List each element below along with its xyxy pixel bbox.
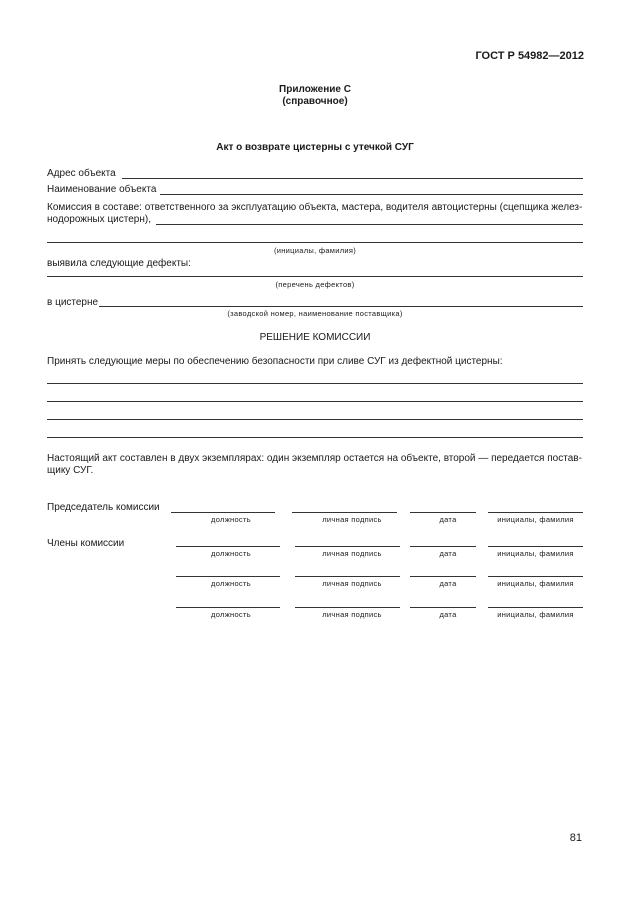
chairman-caption-date: дата xyxy=(439,515,457,524)
appendix-title: Приложение С xyxy=(279,84,351,95)
object-name-label: Наименование объекта xyxy=(47,184,157,195)
address-fill-line xyxy=(122,178,583,179)
defects-fill-line xyxy=(47,276,583,277)
member-1-name-line xyxy=(488,546,583,547)
member-1-caption-date: дата xyxy=(439,549,457,558)
caption-tank: (заводской номер, наименование поставщика) xyxy=(227,309,403,318)
object-name-fill-line xyxy=(160,194,583,195)
member-1-date-line xyxy=(410,546,476,547)
member-2-position-line xyxy=(176,576,280,577)
measures-text: Принять следующие меры по обеспечению безопасности при сливе СУГ из дефектной цистерны: xyxy=(47,356,503,367)
members-label: Члены комиссии xyxy=(47,538,125,549)
caption-defects: (перечень дефектов) xyxy=(275,280,355,289)
caption-initials: (инициалы, фамилия) xyxy=(273,246,357,255)
member-2-date-line xyxy=(410,576,476,577)
member-3-date-line xyxy=(410,607,476,608)
measures-fill-line-4 xyxy=(47,437,583,438)
member-1-caption-signature: личная подпись xyxy=(322,549,382,558)
member-1-position-line xyxy=(176,546,280,547)
chairman-caption-position: должность xyxy=(211,515,251,524)
chairman-name-line xyxy=(488,512,583,513)
member-2-name-line xyxy=(488,576,583,577)
chairman-position-line xyxy=(171,512,275,513)
member-2-caption-date: дата xyxy=(439,579,457,588)
page-number: 81 xyxy=(569,832,582,844)
chairman-caption-name: инициалы, фамилия xyxy=(497,515,574,524)
appendix-subtitle: (справочное) xyxy=(282,96,348,107)
member-1-signature-line xyxy=(295,546,400,547)
measures-fill-line-2 xyxy=(47,401,583,402)
member-3-caption-signature: личная подпись xyxy=(322,610,382,619)
chairman-date-line xyxy=(410,512,476,513)
member-3-caption-position: должность xyxy=(211,610,251,619)
standard-number: ГОСТ Р 54982—2012 xyxy=(475,50,584,62)
tank-label: в цистерне xyxy=(47,297,99,308)
address-label: Адрес объекта xyxy=(47,168,116,179)
member-3-name-line xyxy=(488,607,583,608)
member-2-caption-signature: личная подпись xyxy=(322,579,382,588)
chairman-caption-signature: личная подпись xyxy=(322,515,382,524)
member-3-caption-date: дата xyxy=(439,610,457,619)
member-1-caption-name: инициалы, фамилия xyxy=(497,549,574,558)
member-3-position-line xyxy=(176,607,280,608)
member-3-signature-line xyxy=(295,607,400,608)
commission-line-1: Комиссия в составе: ответственного за эксплуатацию объекта, мастера, водителя автоцистерны (сцепщика желез- xyxy=(47,202,583,213)
member-2-caption-position: должность xyxy=(211,579,251,588)
defects-label: выявила следующие дефекты: xyxy=(47,258,191,269)
measures-fill-line-3 xyxy=(47,419,583,420)
measures-fill-line-1 xyxy=(47,383,583,384)
copies-line-2: щику СУГ. xyxy=(47,465,94,476)
commission-fill-line xyxy=(156,224,583,225)
act-title: Акт о возврате цистерны с утечкой СУГ xyxy=(216,142,414,153)
member-2-caption-name: инициалы, фамилия xyxy=(497,579,574,588)
decision-heading: РЕШЕНИЕ КОМИССИИ xyxy=(259,332,371,343)
member-3-caption-name: инициалы, фамилия xyxy=(497,610,574,619)
member-1-caption-position: должность xyxy=(211,549,251,558)
chairman-signature-line xyxy=(292,512,397,513)
commission-fill-line-2 xyxy=(47,242,583,243)
member-2-signature-line xyxy=(295,576,400,577)
chairman-label: Председатель комиссии xyxy=(47,502,160,513)
tank-fill-line xyxy=(99,306,583,307)
copies-line-1: Настоящий акт составлен в двух экземплярах: один экземпляр остается на объекте, второй — передается постав- xyxy=(47,453,582,464)
commission-line-2: нодорожных цистерн), xyxy=(47,214,151,225)
